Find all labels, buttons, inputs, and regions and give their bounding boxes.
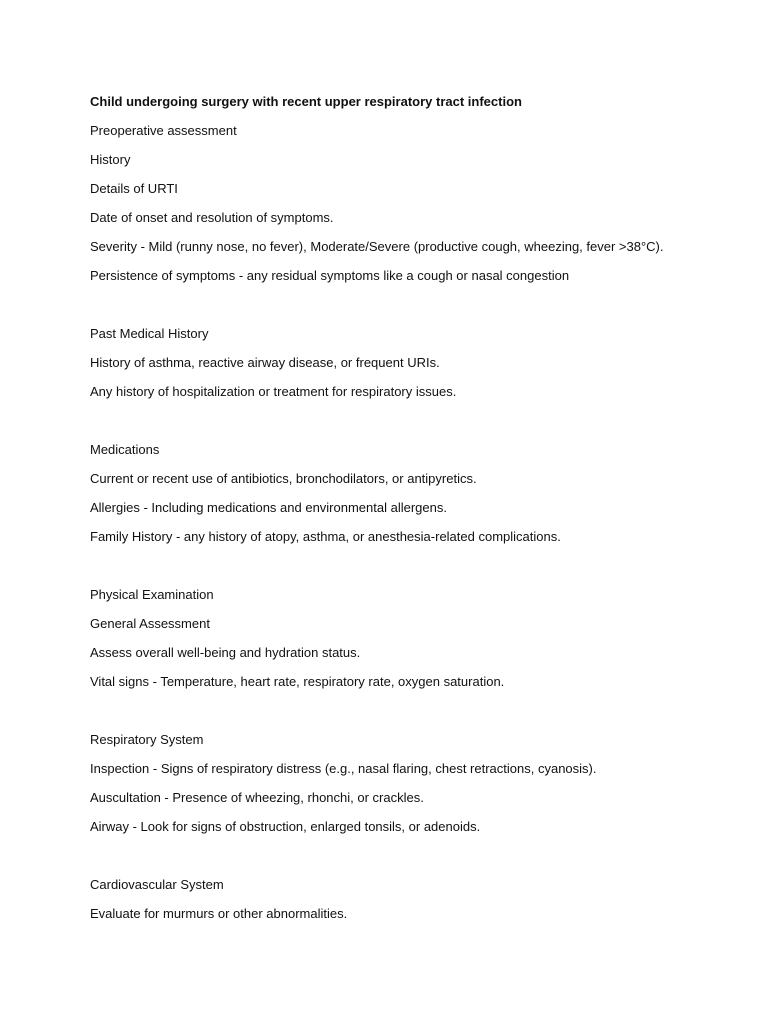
medications-heading: Medications xyxy=(90,442,160,457)
text-line: Any history of hospitalization or treatment for respiratory issues. xyxy=(90,384,457,399)
general-assessment-heading: General Assessment xyxy=(90,616,210,631)
text-line: Evaluate for murmurs or other abnormalities. xyxy=(90,906,348,921)
section-gap xyxy=(90,845,730,874)
text-line: Assess overall well-being and hydration status. xyxy=(90,645,361,660)
text-line: Vital signs - Temperature, heart rate, respiratory rate, oxygen saturation. xyxy=(90,674,505,689)
section-gap xyxy=(90,555,730,584)
section-gap xyxy=(90,700,730,729)
document-title: Child undergoing surgery with recent upper respiratory tract infection xyxy=(90,94,522,109)
physical-examination-heading: Physical Examination xyxy=(90,587,214,602)
text-line: Family History - any history of atopy, asthma, or anesthesia-related complications. xyxy=(90,529,561,544)
text-line: Inspection - Signs of respiratory distress (e.g., nasal flaring, chest retractions, cyanosis). xyxy=(90,761,597,776)
text-line: History of asthma, reactive airway disease, or frequent URIs. xyxy=(90,355,440,370)
section-gap xyxy=(90,294,730,323)
section-gap xyxy=(90,410,730,439)
past-medical-history-heading: Past Medical History xyxy=(90,326,209,341)
text-line: Date of onset and resolution of symptoms. xyxy=(90,210,334,225)
text-line: Allergies - Including medications and environmental allergens. xyxy=(90,500,447,515)
respiratory-system-heading: Respiratory System xyxy=(90,732,204,747)
text-line: Persistence of symptoms - any residual symptoms like a cough or nasal congestion xyxy=(90,268,570,283)
text-line: Airway - Look for signs of obstruction, enlarged tonsils, or adenoids. xyxy=(90,819,481,834)
cardiovascular-system-heading: Cardiovascular System xyxy=(90,877,224,892)
urti-details-heading: Details of URTI xyxy=(90,181,178,196)
text-line: Auscultation - Presence of wheezing, rhonchi, or crackles. xyxy=(90,790,424,805)
document-body xyxy=(90,91,730,932)
history-heading: History xyxy=(90,152,131,167)
text-line: Current or recent use of antibiotics, bronchodilators, or antipyretics. xyxy=(90,471,477,486)
preoperative-assessment-heading: Preoperative assessment xyxy=(90,123,237,138)
text-line: Severity - Mild (runny nose, no fever), Moderate/Severe (productive cough, wheezing, fever >38°C). xyxy=(90,239,664,254)
